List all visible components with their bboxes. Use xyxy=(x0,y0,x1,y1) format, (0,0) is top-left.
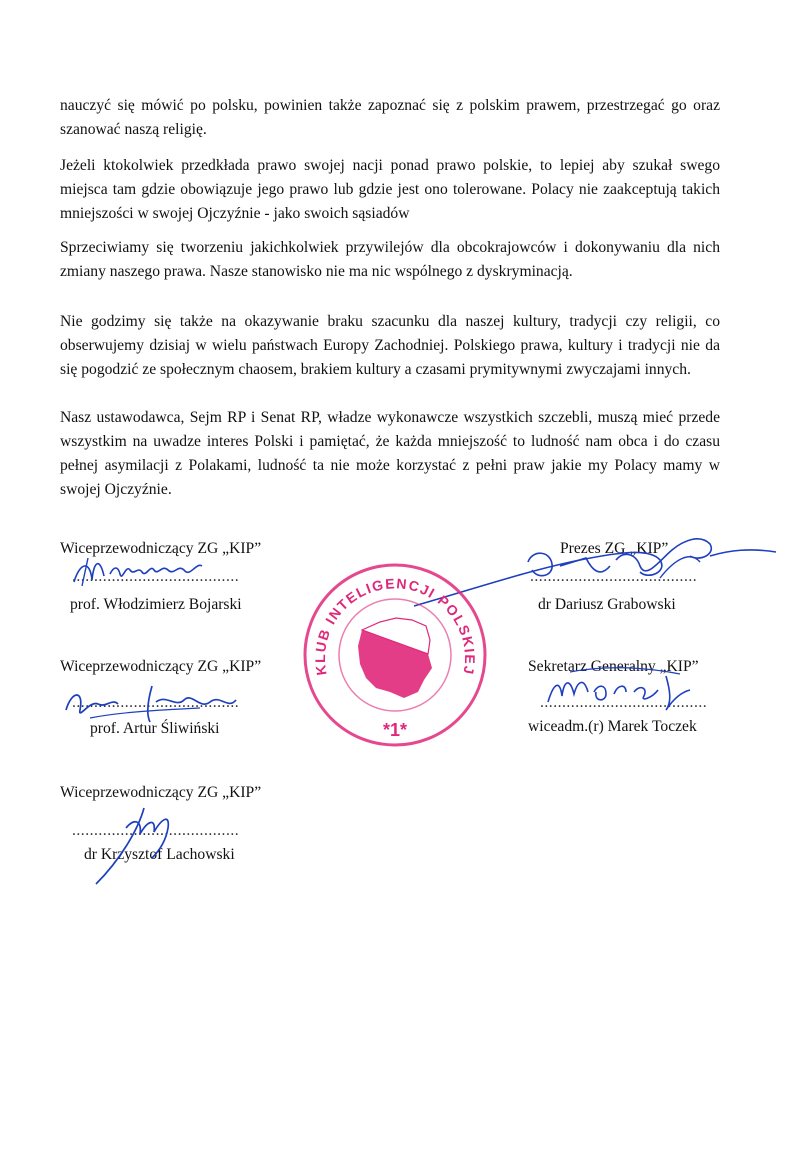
signature-name-lachowski: dr Krzysztof Lachowski xyxy=(84,846,235,863)
stamp-text: KLUB INTELIGENCJI POLSKIEJ xyxy=(311,575,479,677)
signature-dots-lachowski: ...................................... xyxy=(72,822,240,839)
paragraph-1: nauczyć się mówić po polsku, powinien także zapoznać się z polskim prawem, przestrzegać go oraz szanować naszą religię. xyxy=(60,97,720,138)
handwritten-signature-lachowski xyxy=(90,800,180,890)
signature-dots-grabowski: ...................................... xyxy=(530,568,698,585)
signature-title-lachowski: Wiceprzewodniczący ZG „KIP” xyxy=(60,784,262,801)
stamp-number: *1* xyxy=(382,720,408,740)
paragraph-2: Jeżeli ktokolwiek przedkłada prawo swojej nacji ponad prawo polskie, to lepiej aby szukał swego miejsca tam gdzie obowiązuje jego prawo lub gdzie jest ono tolerowane. Polacy nie zaakceptują takich mniejszości w swojej Ojczyźnie - jako swoich sąsiadów xyxy=(60,157,720,222)
signature-dots-sliwinski: ...................................... xyxy=(72,694,240,711)
signature-name-sliwinski: prof. Artur Śliwiński xyxy=(90,720,220,737)
signature-name-grabowski: dr Dariusz Grabowski xyxy=(538,596,676,613)
signature-dots-bojarski: ...................................... xyxy=(72,568,240,585)
paragraph-3: Sprzeciwiamy się tworzeniu jakichkolwiek przywilejów dla obcokrajowców i dokonywaniu dla nich zmiany naszego prawa. Nasze stanowisko nie ma nic wspólnego z dyskryminacją. xyxy=(60,239,720,280)
signature-title-grabowski: Prezes ZG „KIP” xyxy=(560,540,669,557)
signature-name-bojarski: prof. Włodzimierz Bojarski xyxy=(70,596,242,613)
club-stamp xyxy=(300,560,490,750)
handwritten-signature-toczek xyxy=(540,662,700,722)
signature-title-sliwinski: Wiceprzewodniczący ZG „KIP” xyxy=(60,658,262,675)
signature-dots-toczek: ...................................... xyxy=(540,694,708,711)
signature-title-toczek: Sekretarz Generalny „KIP” xyxy=(528,658,699,675)
signature-name-toczek: wiceadm.(r) Marek Toczek xyxy=(528,718,697,735)
paragraph-4: Nie godzimy się także na okazywanie braku szacunku dla naszej kultury, tradycji czy religii, co obserwujemy dzisiaj w wielu państwach Europy Zachodniej. Polskiego prawa, kultury i tradycji nie da się pogodzić ze społecznym chaosem, brakiem kultury a czasami prymitywnymi zwyczajami innych. xyxy=(60,313,720,378)
paragraph-5: Nasz ustawodawca, Sejm RP i Senat RP, władze wykonawcze wszystkich szczebli, muszą mieć przede wszystkim na uwadze interes Polski i pamiętać, że każda mniejszość to ludność nam obca i do czasu pełnej asymilacji z Polakami, ludność ta nie może korzystać z pełni praw jakie my Polacy mamy w swojej Ojczyźnie. xyxy=(60,409,720,498)
handwritten-signature-sliwinski xyxy=(60,680,250,730)
poland-map xyxy=(358,618,432,698)
signature-title-bojarski: Wiceprzewodniczący ZG „KIP” xyxy=(60,540,262,557)
handwritten-signature-bojarski xyxy=(70,552,220,594)
